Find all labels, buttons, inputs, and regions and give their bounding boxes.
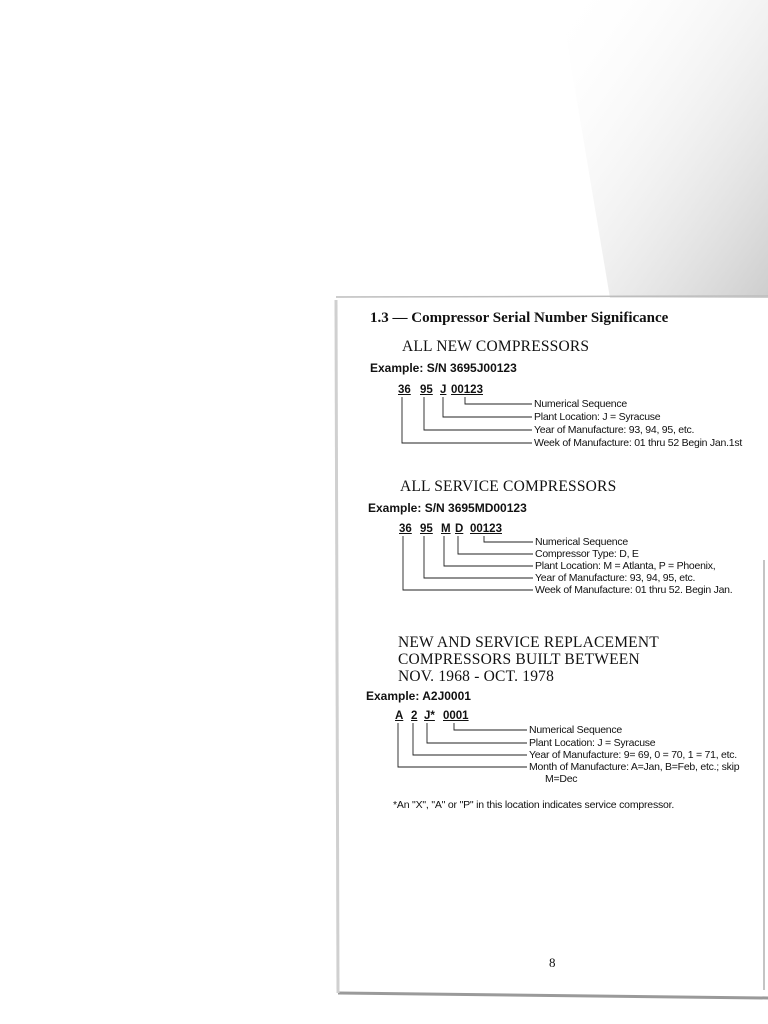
replacement-label-year: Year of Manufacture: 9= 69, 0 = 70, 1 = 71, etc. [529, 749, 737, 761]
service-label-plant: Plant Location: M = Atlanta, P = Phoenix, [535, 560, 716, 572]
new-label-year: Year of Manufacture: 93, 94, 95, etc. [534, 424, 695, 436]
new-part-sequence: 00123 [451, 384, 483, 396]
service-part-plant: M [441, 523, 451, 535]
replacement-leader-sequence [454, 723, 527, 730]
service-label-sequence: Numerical Sequence [535, 536, 628, 548]
replacement-part-year: 2 [411, 710, 418, 722]
new-part-plant: J [440, 384, 447, 396]
new-label-week: Week of Manufacture: 01 thru 52 Begin Jan.1st [534, 437, 743, 449]
new-part-week: 36 [398, 384, 411, 396]
page-number: 8 [549, 955, 556, 970]
service-leader-sequence [484, 536, 533, 542]
replacement-example: Example: A2J0001 [366, 689, 471, 703]
replacement-heading-line-1: NEW AND SERVICE REPLACEMENT [398, 634, 659, 651]
service-part-sequence: 00123 [470, 523, 502, 535]
service-leader-type [458, 536, 533, 554]
service-example: Example: S/N 3695MD00123 [368, 501, 527, 515]
replacement-label-plant: Plant Location: J = Syracuse [529, 737, 656, 749]
replacement-label-month-cont: M=Dec [545, 773, 578, 785]
manual-page [332, 296, 768, 1002]
service-leader-week [403, 536, 533, 590]
service-label-type: Compressor Type: D, E [535, 548, 639, 560]
replacement-leader-year [413, 723, 527, 755]
new-label-sequence: Numerical Sequence [534, 398, 627, 410]
replacement-footnote: *An "X", "A" or "P" in this location indicates service compressor. [393, 799, 675, 811]
new-leader-sequence [465, 397, 532, 404]
service-part-type: D [455, 523, 464, 535]
new-leader-plant [443, 397, 532, 417]
new-part-year: 95 [420, 384, 433, 396]
replacement-heading-line-2: COMPRESSORS BUILT BETWEEN [398, 651, 640, 668]
replacement-label-month: Month of Manufacture: A=Jan, B=Feb, etc.; skip [529, 761, 740, 773]
section-title: 1.3 — Compressor Serial Number Significance [370, 310, 669, 326]
replacement-part-sequence: 0001 [443, 710, 469, 722]
leader-lines [332, 296, 768, 1002]
replacement-part-plant: J* [424, 710, 435, 722]
new-example: Example: S/N 3695J00123 [370, 361, 517, 375]
service-label-year: Year of Manufacture: 93, 94, 95, etc. [535, 572, 696, 584]
replacement-part-month: A [395, 710, 404, 722]
service-leader-plant [444, 536, 533, 566]
service-part-year: 95 [420, 523, 433, 535]
service-label-week: Week of Manufacture: 01 thru 52. Begin Jan. [535, 584, 733, 596]
new-leader-year [424, 397, 532, 430]
replacement-heading-line-3: NOV. 1968 - OCT. 1978 [398, 668, 555, 685]
top-right-shadow [560, 0, 768, 298]
service-part-week: 36 [399, 523, 412, 535]
replacement-leader-plant [427, 723, 527, 743]
service-compressors-heading: ALL SERVICE COMPRESSORS [400, 478, 617, 495]
new-compressors-heading: ALL NEW COMPRESSORS [402, 338, 590, 355]
replacement-label-sequence: Numerical Sequence [529, 724, 622, 736]
new-label-plant: Plant Location: J = Syracuse [534, 411, 661, 423]
